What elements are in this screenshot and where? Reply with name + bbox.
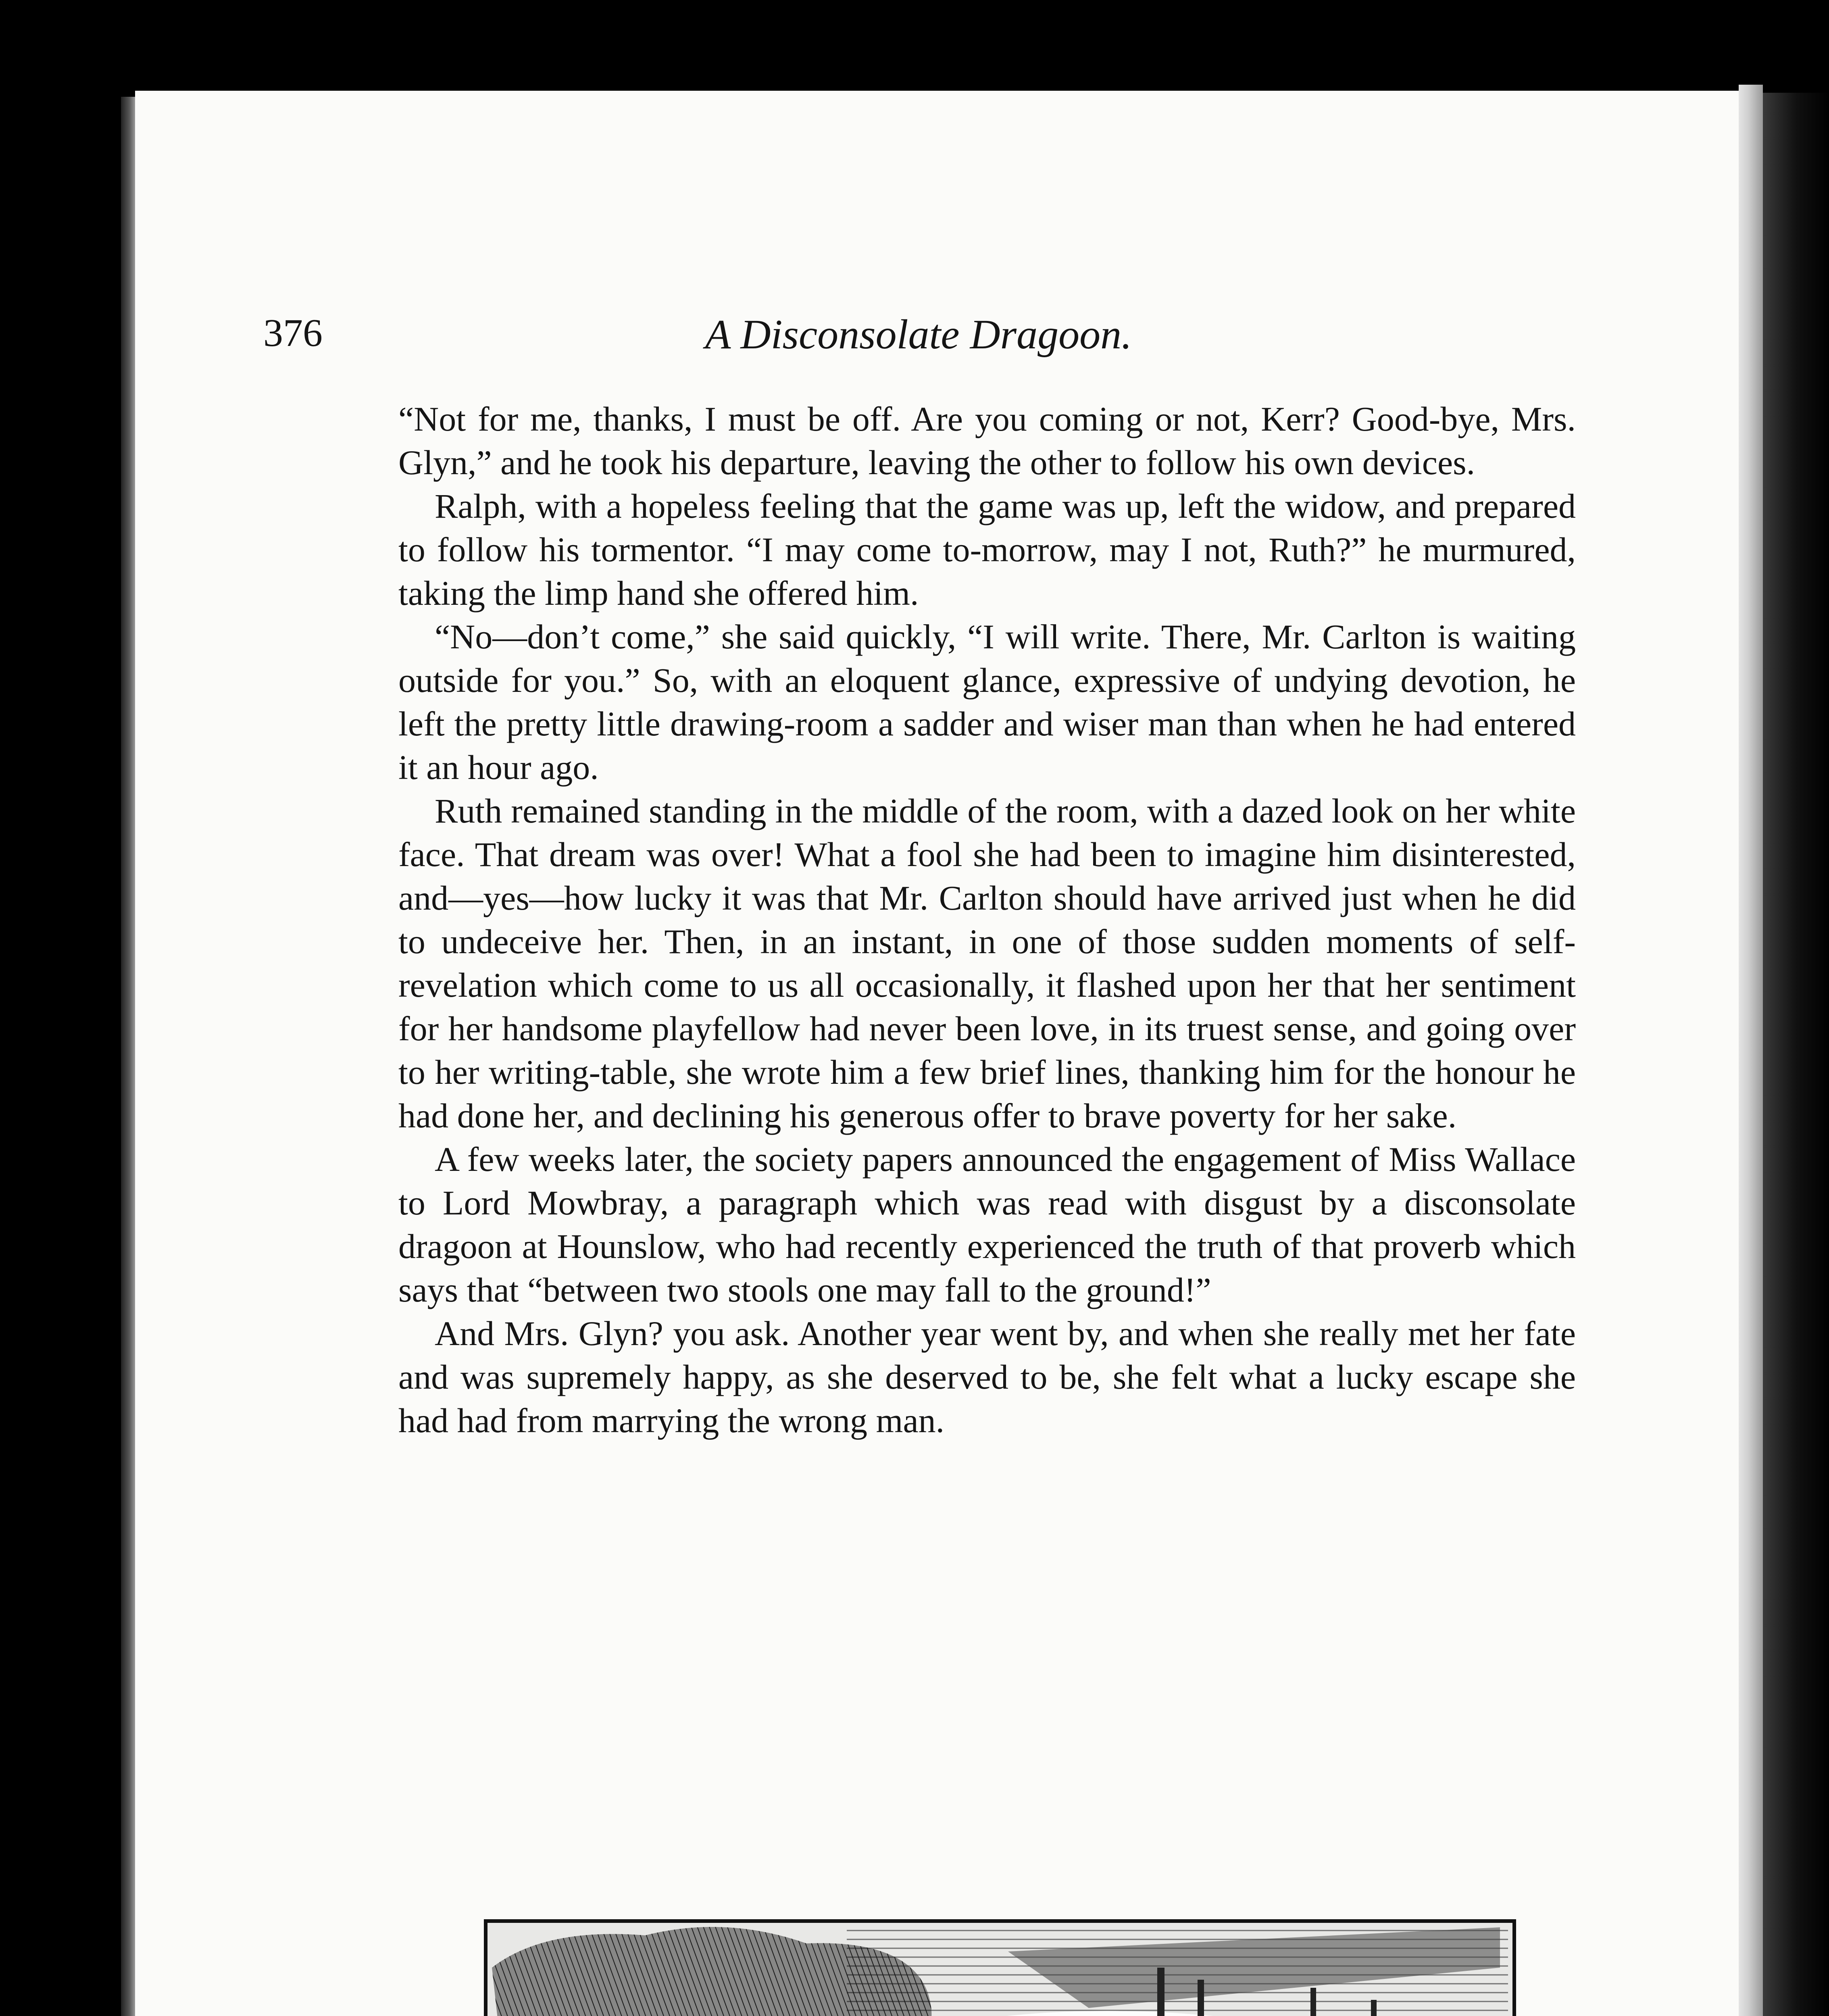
paragraph: “No—don’t come,” she said quickly, “I will write. There, Mr. Carlton is waiting outside for you.” So, with an eloquent glance, expressive of undying devotion, he left the pretty little drawing-room a sadder and wiser man than when he had entered it an hour ago. [398,617,1576,787]
adjacent-page-edge [1763,93,1829,2016]
paragraph: And Mrs. Glyn? you ask. Another year went by, and when she really met her fate and was supremely happy, as she deserved to be, she felt what a lucky escape she had had from marrying the wrong man. [398,1314,1576,1440]
body-text [398,397,1576,1442]
landscape-engraving [484,1919,1516,2016]
paragraph: A few weeks later, the society papers announced the engagement of Miss Wallace to Lord Mowbray, a paragraph which was read with disgust by a disconsolate dragoon at Hounslow, who had recently experienced the truth of that proverb which says that “between two stools one may fall to the ground!” [398,1140,1576,1309]
paragraph: Ruth remained standing in the middle of the room, with a dazed look on her white face. That dream was over! What a fool she had been to imagine him disinterested, and—yes—how lucky it was that Mr. Carlton should have arrived just when he did to undeceive her. Then, in an instant, in one of those sudden moments of self-revelation which come to us all occasionally, it flashed upon her that her sentiment for her handsome playfellow had never been love, in its truest sense, and going over to her writing-table, she wrote him a few brief lines, thanking him for the honour he had done her, and declining his generous offer to brave poverty for her sake. [398,791,1576,1135]
page-number: 376 [263,311,323,355]
paragraph: “Not for me, thanks, I must be off. Are you coming or not, Kerr? Good-bye, Mrs. Glyn,” and he took his departure, leaving the other to follow his own devices. [398,400,1576,482]
page-header [263,310,1574,371]
page-fore-edge [1739,85,1763,2016]
running-title: A Disconsolate Dragoon. [705,311,1132,358]
paragraph: Ralph, with a hopeless feeling that the game was up, left the widow, and prepared to follow his tormentor. “I may come to-morrow, may I not, Ruth?” he murmured, taking the limp hand she offered him. [398,487,1576,612]
engraving-art [484,1919,1516,2016]
